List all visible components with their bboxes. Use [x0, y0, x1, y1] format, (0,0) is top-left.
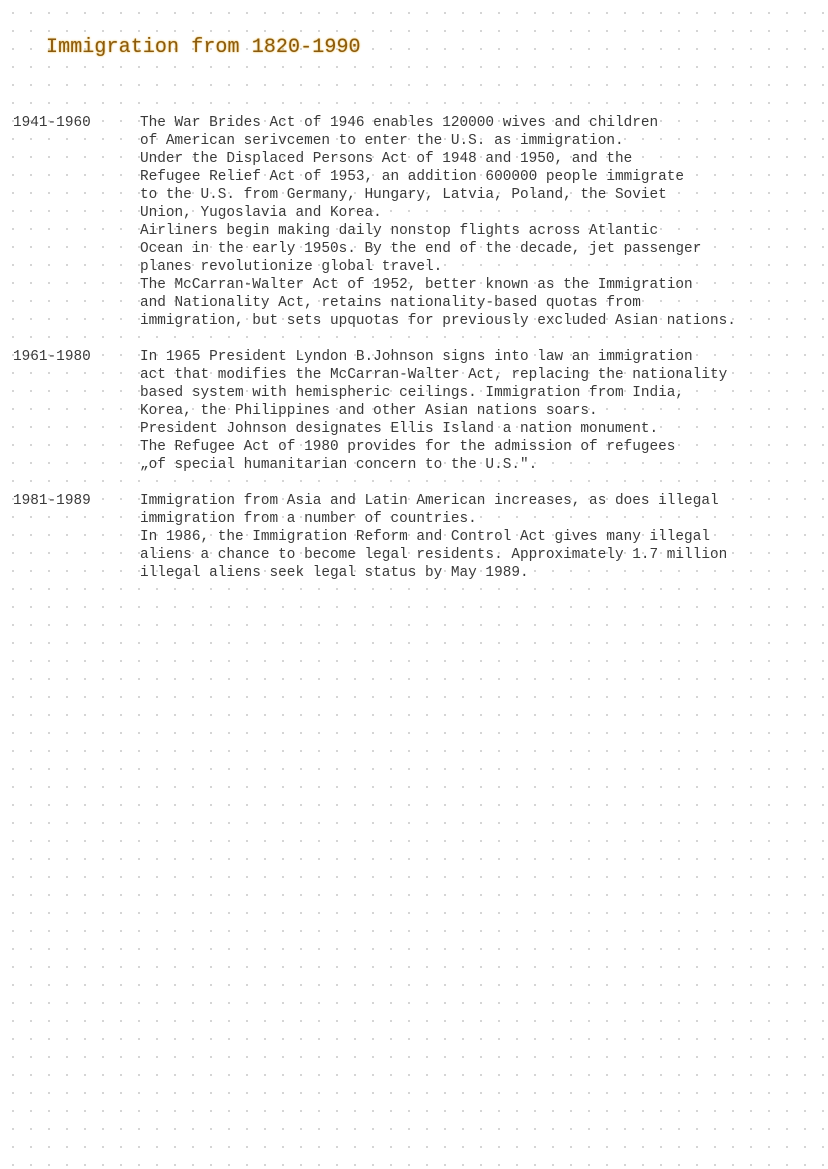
period-years: 1961-1980	[13, 349, 91, 365]
text-line: planes revolutionize global travel.	[140, 259, 443, 275]
text-line: Immigration from Asia and Latin American increases, as does illegal	[140, 493, 719, 509]
period-text	[140, 348, 813, 474]
text-line: based system with hemispheric ceilings. Immigration from India,	[140, 385, 685, 401]
text-line: immigration from a number of countries.	[140, 511, 477, 527]
period-1961-1980	[13, 348, 813, 474]
text-line: President Johnson designates Ellis Island a nation monument.	[140, 421, 659, 437]
text-line: illegal aliens seek legal status by May 1989.	[140, 565, 529, 581]
text-line: of American serivcemen to enter the U.S. as immigration.	[140, 133, 624, 149]
text-line: and Nationality Act, retains nationality-based quotas from	[140, 295, 641, 311]
text-line: Korea, the Philippines and other Asian nations soars.	[140, 403, 598, 419]
text-line: act that modifies the McCarran-Walter Act, replacing the nationality	[140, 367, 728, 383]
period-1981-1989	[13, 492, 813, 582]
timeline	[13, 114, 813, 600]
text-line: In 1986, the Immigration Reform and Control Act gives many illegal	[140, 529, 710, 545]
text-line: Airliners begin making daily nonstop flights across Atlantic	[140, 223, 659, 239]
period-years: 1981-1989	[13, 493, 91, 509]
period-years: 1941-1960	[13, 115, 91, 131]
text-line: In 1965 President Lyndon B.Johnson signs into law an immigration	[140, 349, 693, 365]
text-line: The Refugee Act of 1980 provides for the admission of refugees	[140, 439, 676, 455]
period-text	[140, 492, 813, 582]
text-line: The McCarran-Walter Act of 1952, better known as the Immigration	[140, 277, 693, 293]
period-1941-1960	[13, 114, 813, 330]
text-line: Refugee Relief Act of 1953, an addition 600000 people immigrate	[140, 169, 685, 185]
text-line: Union, Yugoslavia and Korea.	[140, 205, 382, 221]
text-line: The War Brides Act of 1946 enables 120000 wives and children	[140, 115, 659, 131]
period-text	[140, 114, 813, 330]
text-line: „of special humanitarian concern to the U.S.".	[140, 457, 538, 473]
text-line: immigration, but sets upquotas for previously excluded Asian nations.	[140, 313, 736, 329]
text-line: to the U.S. from Germany, Hungary, Latvia, Poland, the Soviet	[140, 187, 667, 203]
text-line: Under the Displaced Persons Act of 1948 and 1950, and the	[140, 151, 633, 167]
text-line: aliens a chance to become legal residents. Approximately 1.7 million	[140, 547, 728, 563]
page-title: Immigration from 1820-1990	[46, 36, 361, 59]
text-line: Ocean in the early 1950s. By the end of the decade, jet passenger	[140, 241, 702, 257]
